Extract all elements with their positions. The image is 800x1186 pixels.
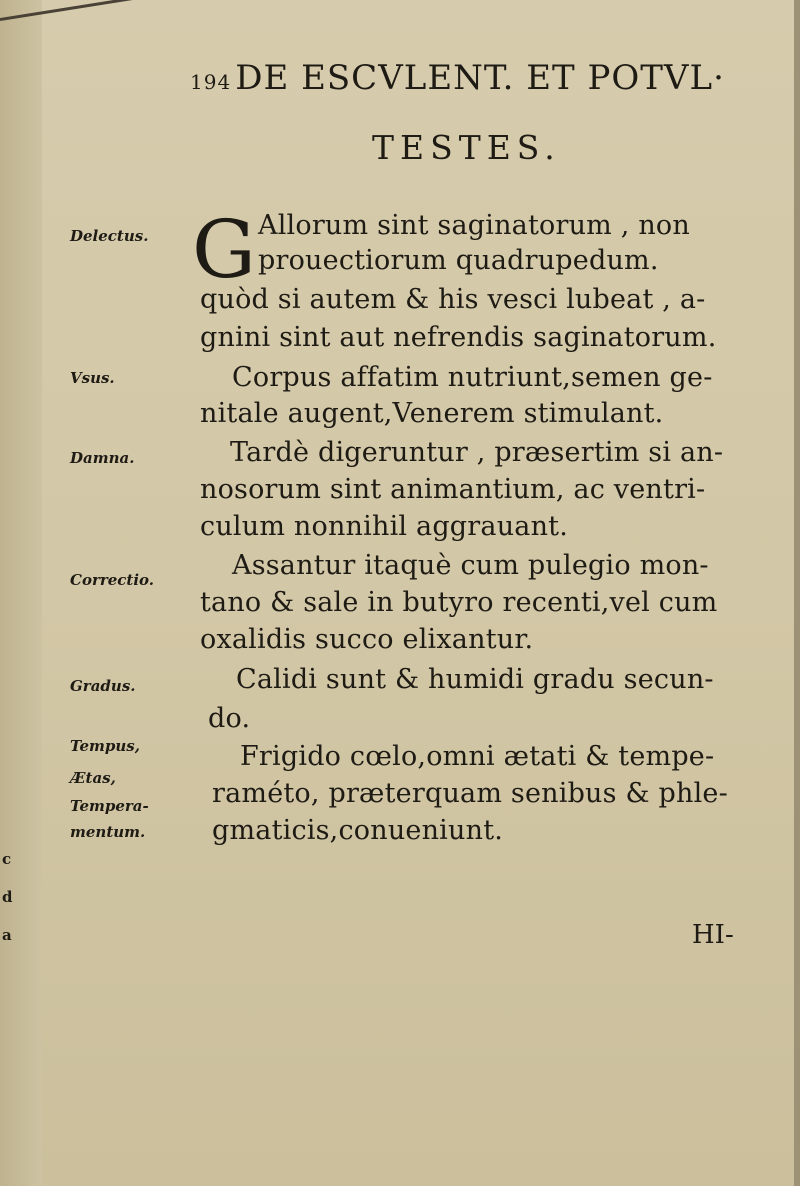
margin-note-temperamentum-1: Tempera-: [70, 797, 149, 815]
text-line: gmaticis,conueniunt.: [212, 815, 504, 846]
text-line: nosorum sint animantium, ac ventri-: [200, 474, 706, 505]
drop-cap: G: [192, 203, 256, 296]
running-title: DE ESCVLENT. ET POTVL·: [235, 58, 725, 98]
margin-note-vsus: Vsus.: [70, 369, 115, 387]
margin-note-damna: Damna.: [70, 449, 135, 467]
text-line: culum nonnihil aggrauant.: [200, 511, 568, 542]
text-line: nitale augent,Venerem stimulant.: [200, 398, 664, 429]
margin-note-correctio: Correctio.: [70, 571, 155, 589]
margin-note-aetas: Ætas,: [70, 769, 116, 787]
margin-note-gradus: Gradus.: [70, 677, 136, 695]
text-line: Calidi sunt & humidi gradu secun-: [236, 664, 714, 695]
catchword: HI-: [692, 920, 734, 950]
text-line: gnini sint aut nefrendis saginatorum.: [200, 322, 717, 353]
text-line: do.: [208, 703, 251, 734]
page-edge: [794, 0, 800, 1186]
text-line: quòd si autem & his vesci lubeat , a-: [200, 284, 706, 315]
text-line: raméto, præterquam senibus & phle-: [212, 778, 728, 809]
margin-note-delectus: Delectus.: [70, 227, 149, 245]
page-gutter: [0, 0, 42, 1186]
text-line: tano & sale in butyro recenti,vel cum: [200, 587, 718, 618]
margin-note-tempus: Tempus,: [70, 737, 140, 755]
text-line: Corpus affatim nutriunt,semen ge-: [232, 362, 713, 393]
running-head: [190, 58, 725, 98]
margin-note-temperamentum-2: mentum.: [70, 823, 146, 841]
adjacent-page-edge-letters: [2, 840, 13, 954]
edge-letter: a: [2, 926, 12, 944]
edge-letter: c: [2, 850, 12, 868]
text-line: prouectiorum quadrupedum.: [258, 245, 659, 276]
text-line: Tardè digeruntur , præsertim si an-: [230, 437, 724, 468]
page-number: 194: [190, 70, 232, 94]
text-line: oxalidis succo elixantur.: [200, 624, 534, 655]
section-title: TESTES.: [372, 128, 561, 167]
text-line: Frigido cœlo,omni ætati & tempe-: [240, 741, 715, 772]
text-line: Allorum sint saginatorum , non: [258, 210, 690, 241]
text-line: Assantur itaquè cum pulegio mon-: [232, 550, 709, 581]
edge-letter: d: [2, 888, 13, 906]
